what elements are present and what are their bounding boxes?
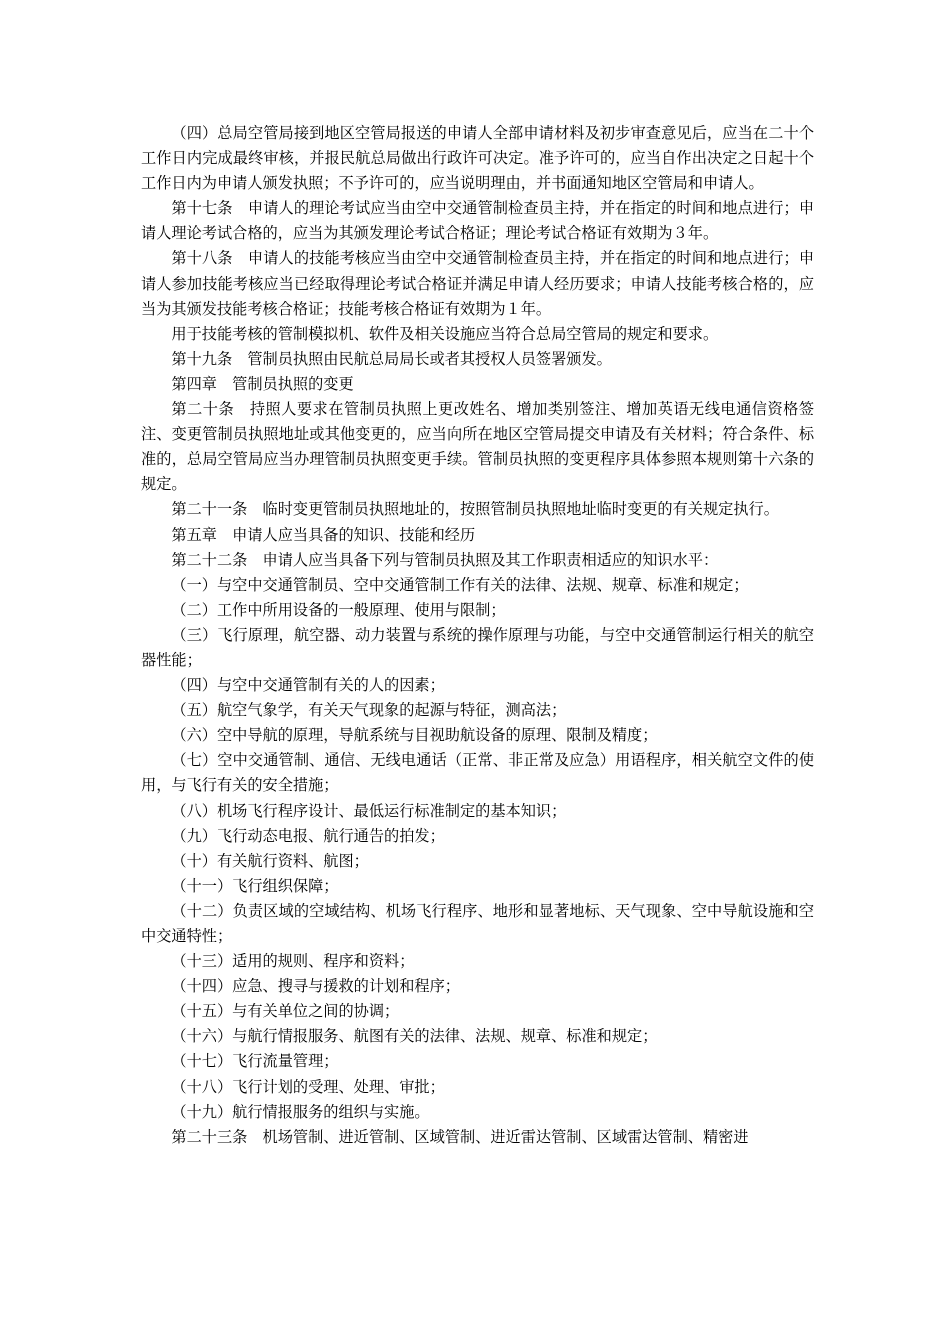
article-20: 第二十条 持照人要求在管制员执照上更改姓名、增加类别签注、增加英语无线电通信资格签注、变更管制员执照地址或其他变更的，应当向所在地区空管局提交申请及有关材料；符合条件、标准的，总局空管局应当办理管制员执照变更手续。管制员执照的变更程序具体参照本规则第十六条的规定。 xyxy=(141,400,814,494)
list-item-10: （十）有关航行资料、航图； xyxy=(171,851,369,870)
article-18: 第十八条 申请人的技能考核应当由空中交通管制检查员主持，并在指定的时间和地点进行；申请人参加技能考核应当已经取得理论考试合格证并满足申请人经历要求；申请人技能考核合格的，应当为其颁发技能考核合格证；技能考核合格证有效期为１年。 xyxy=(141,249,814,318)
list-item-1: （一）与空中交通管制员、空中交通管制工作有关的法律、法规、规章、标准和规定； xyxy=(171,575,749,594)
list-item-9: （九）飞行动态电报、航行通告的拍发； xyxy=(171,826,445,845)
list-item-2: （二）工作中所用设备的一般原理、使用与限制； xyxy=(171,600,506,619)
article-23: 第二十三条 机场管制、进近管制、区域管制、进近雷达管制、区域雷达管制、精密进 xyxy=(171,1127,749,1146)
chapter-5-heading: 第五章 申请人应当具备的知识、技能和经历 xyxy=(171,525,476,544)
article-19: 第十九条 管制员执照由民航总局局长或者其授权人员签署颁发。 xyxy=(171,349,612,368)
paragraph-4-final-review: （四）总局空管局接到地区空管局报送的申请人全部申请材料及初步审查意见后，应当在二十个工作日内完成最终审核，并报民航总局做出行政许可决定。准予许可的，应当自作出决定之日起十个工作日内为申请人颁发执照；不予许可的，应当说明理由，并书面通知地区空管局和申请人。 xyxy=(141,124,814,193)
chapter-4-heading: 第四章 管制员执照的变更 xyxy=(171,374,354,393)
list-item-6: （六）空中导航的原理，导航系统与目视助航设备的原理、限制及精度； xyxy=(171,726,658,745)
list-item-8: （八）机场飞行程序设计、最低运行标准制定的基本知识； xyxy=(171,801,567,820)
list-item-17: （十七）飞行流量管理； xyxy=(171,1052,339,1071)
article-17: 第十七条 申请人的理论考试应当由空中交通管制检查员主持，并在指定的时间和地点进行；申请人理论考试合格的，应当为其颁发理论考试合格证；理论考试合格证有效期为３年。 xyxy=(141,199,814,243)
list-item-12: （十二）负责区域的空域结构、机场飞行程序、地形和显著地标、天气现象、空中导航设施和空中交通特性； xyxy=(141,901,814,945)
list-item-4: （四）与空中交通管制有关的人的因素； xyxy=(171,676,445,695)
list-item-11: （十一）飞行组织保障； xyxy=(171,876,339,895)
list-item-19: （十九）航行情报服务的组织与实施。 xyxy=(171,1102,430,1121)
document-body xyxy=(141,121,814,1150)
article-18-simulator: 用于技能考核的管制模拟机、软件及相关设施应当符合总局空管局的规定和要求。 xyxy=(171,324,719,343)
list-item-3: （三）飞行原理，航空器、动力装置与系统的操作原理与功能，与空中交通管制运行相关的航空器性能； xyxy=(141,625,814,669)
list-item-13: （十三）适用的规则、程序和资料； xyxy=(171,952,415,971)
list-item-5: （五）航空气象学，有关天气现象的起源与特征，测高法； xyxy=(171,701,567,720)
list-item-18: （十八）飞行计划的受理、处理、审批； xyxy=(171,1077,445,1096)
article-22: 第二十二条 申请人应当具备下列与管制员执照及其工作职责相适应的知识水平： xyxy=(171,550,719,569)
article-21: 第二十一条 临时变更管制员执照地址的，按照管制员执照地址临时变更的有关规定执行。 xyxy=(171,500,779,519)
list-item-7: （七）空中交通管制、通信、无线电通话（正常、非正常及应急）用语程序，相关航空文件的使用，与飞行有关的安全措施； xyxy=(141,751,814,795)
list-item-15: （十五）与有关单位之间的协调； xyxy=(171,1002,400,1021)
list-item-16: （十六）与航行情报服务、航图有关的法律、法规、规章、标准和规定； xyxy=(171,1027,658,1046)
list-item-14: （十四）应急、搜寻与援救的计划和程序； xyxy=(171,977,460,996)
